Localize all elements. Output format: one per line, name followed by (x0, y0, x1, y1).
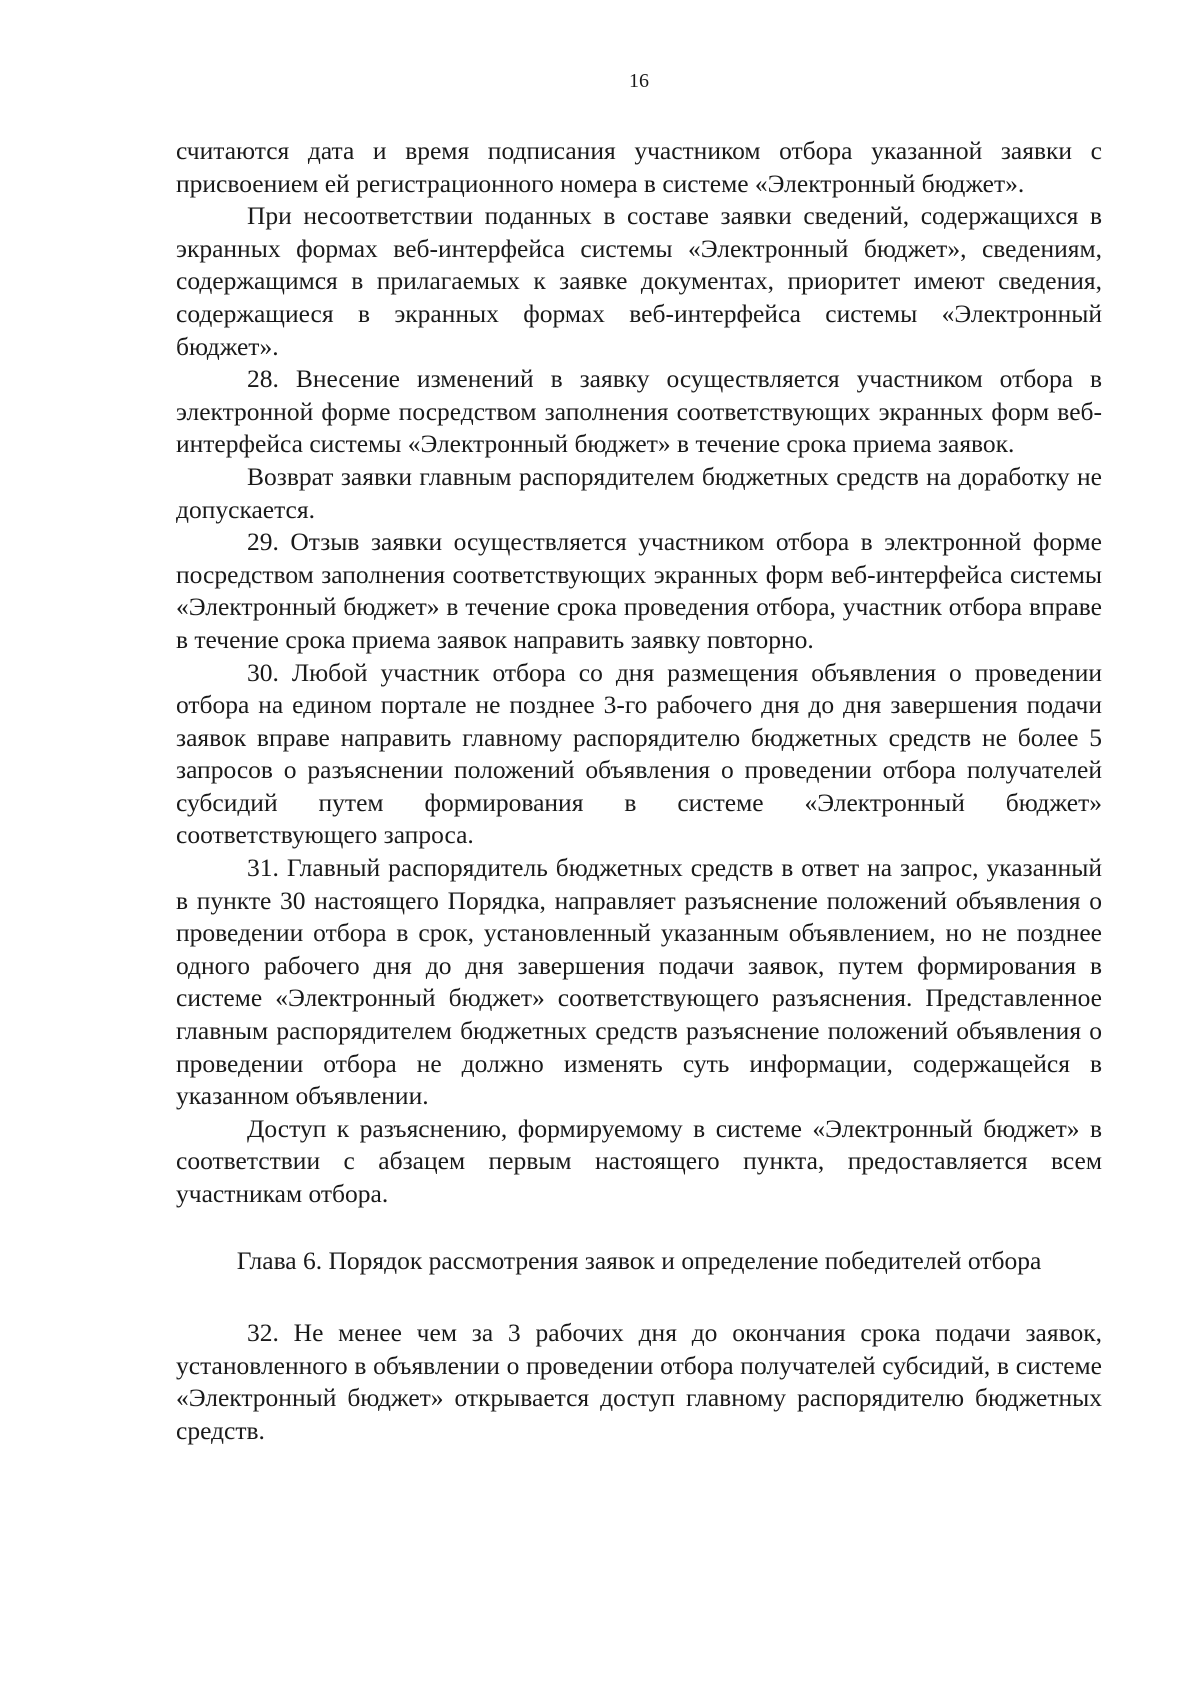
paragraph: считаются дата и время подписания участником отбора указанной заявки с присвоением ей регистрационного номера в системе «Электронный бюджет». (176, 136, 1102, 198)
paragraph: Возврат заявки главным распорядителем бюджетных средств на доработку не допускается. (176, 461, 1102, 524)
paragraph-item-28: 28. Внесение изменений в заявку осуществляется участником отбора в электронной форме посредством заполнения соответствующих экранных форм веб-интерфейса системы «Электронный бюджет» в течение срока приема заявок. (176, 364, 1102, 459)
paragraph-item-31: 31. Главный распорядитель бюджетных средств в ответ на запрос, указанный в пункте 30 настоящего Порядка, направляет разъяснение положений объявления о проведении отбора в срок, установленный указанным объявлением, но не позднее одного рабочего дня до дня завершения подачи заявок, путем формирования в системе «Электронный бюджет» соответствующего разъяснения. Представленное главным распорядителем бюджетных средств разъяснение положений объявления о проведении отбора не должно изменять суть информации, содержащейся в указанном объявлении. (176, 853, 1102, 1111)
chapter-title: Глава 6. Порядок рассмотрения заявок и определение победителей отбора (236, 1245, 1042, 1275)
paragraph: При несоответствии поданных в составе заявки сведений, содержащихся в экранных формах веб-интерфейса системы «Электронный бюджет», сведениям, содержащимся в прилагаемых к заявке документах, приоритет имеют сведения, содержащиеся в экранных формах веб-интерфейса системы «Электронный бюджет». (176, 201, 1102, 361)
paragraph: Доступ к разъяснению, формируемому в системе «Электронный бюджет» в соответствии с абзацем первым настоящего пункта, предоставляется всем участникам отбора. (176, 1113, 1102, 1208)
paragraph-item-30: 30. Любой участник отбора со дня размещения объявления о проведении отбора на едином портале не позднее 3-го рабочего дня до дня завершения подачи заявок вправе направить главному распорядителю бюджетных средств не более 5 запросов о разъяснении положений объявления о проведении отбора получателей субсидий путем формирования в системе «Электронный бюджет» соответствующего запроса. (176, 657, 1102, 850)
paragraph-item-32: 32. Не менее чем за 3 рабочих дня до окончания срока подачи заявок, установленного в объявлении о проведении отбора получателей субсидий, в системе «Электронный бюджет» открывается доступ главному распорядителю бюджетных средств. (176, 1318, 1102, 1445)
paragraph-item-29: 29. Отзыв заявки осуществляется участником отбора в электронной форме посредством заполнения соответствующих экранных форм веб-интерфейса системы «Электронный бюджет» в течение срока проведения отбора, участник отбора вправе в течение срока приема заявок направить заявку повторно. (176, 527, 1102, 654)
page-number: 16 (629, 70, 649, 92)
body-text (176, 135, 1102, 1448)
